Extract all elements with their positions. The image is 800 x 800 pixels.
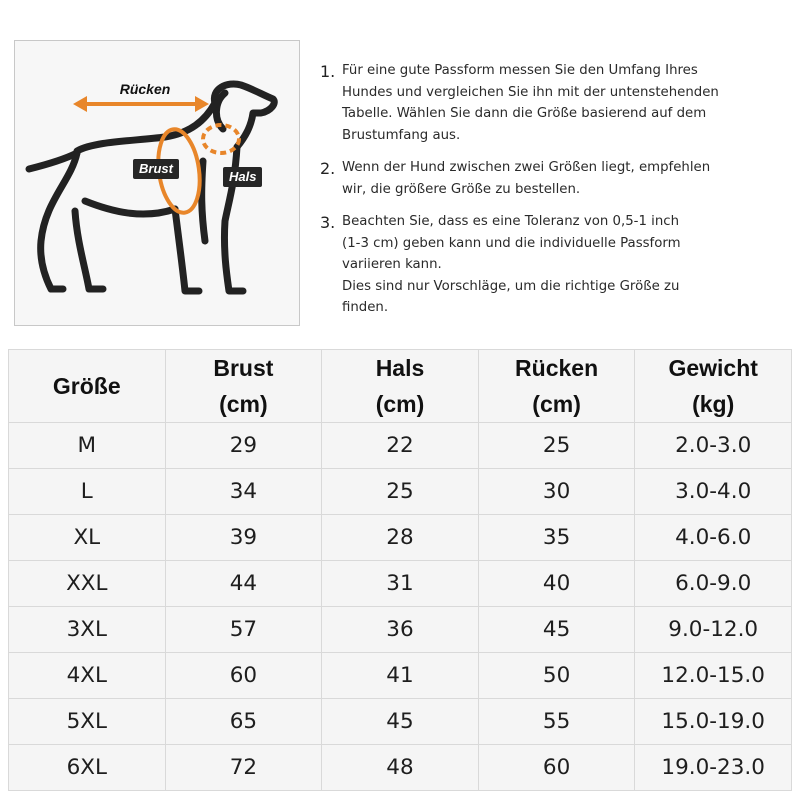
header-chest — [165, 350, 322, 423]
cell-chest: 65 — [165, 699, 322, 745]
table-row — [9, 699, 792, 745]
cell-chest: 57 — [165, 607, 322, 653]
cell-neck: 41 — [322, 653, 479, 699]
instruction-line: wir, die größere Größe zu bestellen. — [342, 181, 581, 197]
instruction-1 — [320, 60, 790, 146]
cell-weight: 15.0-19.0 — [635, 699, 792, 745]
cell-size: 5XL — [9, 699, 166, 745]
cell-size: XXL — [9, 561, 166, 607]
cell-size: 4XL — [9, 653, 166, 699]
cell-chest: 60 — [165, 653, 322, 699]
header-text: Hals — [375, 355, 425, 381]
cell-back: 40 — [478, 561, 635, 607]
header-unit: (kg) — [692, 391, 735, 417]
table-row — [9, 423, 792, 469]
cell-chest: 29 — [165, 423, 322, 469]
cell-neck: 25 — [322, 469, 479, 515]
cell-back: 25 — [478, 423, 635, 469]
instruction-line: variieren kann. — [342, 257, 442, 272]
cell-chest: 72 — [165, 745, 322, 791]
instruction-line: (1-3 cm) geben kann und die individuelle Passform — [342, 235, 681, 251]
header-unit: (cm) — [375, 391, 425, 417]
table-row — [9, 745, 792, 791]
instruction-line: Hundes und vergleichen Sie ihn mit der untenstehenden — [342, 84, 719, 100]
cell-weight: 19.0-23.0 — [635, 745, 792, 791]
table-row — [9, 561, 792, 607]
header-back — [478, 350, 635, 423]
table-row — [9, 469, 792, 515]
cell-size: 6XL — [9, 745, 166, 791]
header-text: Gewicht — [668, 355, 758, 381]
header-text: Größe — [52, 373, 121, 399]
instruction-line: Dies sind nur Vorschläge, um die richtige Größe zu — [342, 278, 680, 294]
cell-neck: 48 — [322, 745, 479, 791]
cell-size: L — [9, 469, 166, 515]
instruction-line: Brustumfang aus. — [342, 127, 461, 143]
cell-back: 45 — [478, 607, 635, 653]
cell-neck: 28 — [322, 515, 479, 561]
cell-back: 55 — [478, 699, 635, 745]
dog-outline — [29, 84, 274, 291]
instruction-number: 3. — [320, 213, 336, 232]
cell-weight: 6.0-9.0 — [635, 561, 792, 607]
chest-tag: Brust — [133, 159, 179, 179]
table-row — [9, 607, 792, 653]
table-row — [9, 515, 792, 561]
cell-size: XL — [9, 515, 166, 561]
instruction-3 — [320, 211, 790, 319]
cell-weight: 2.0-3.0 — [635, 423, 792, 469]
back-label: Rücken — [119, 81, 171, 97]
instruction-line: Beachten Sie, dass es eine Toleranz von 0,5-1 inch — [342, 214, 679, 229]
back-measure-arrow — [73, 96, 209, 112]
cell-back: 60 — [478, 745, 635, 791]
size-chart-table — [8, 349, 792, 791]
cell-size: M — [9, 423, 166, 469]
header-weight — [635, 350, 792, 423]
instruction-2 — [320, 157, 790, 200]
cell-weight: 12.0-15.0 — [635, 653, 792, 699]
cell-neck: 45 — [322, 699, 479, 745]
cell-weight: 4.0-6.0 — [635, 515, 792, 561]
neck-tag: Hals — [223, 167, 262, 187]
header-size — [9, 350, 166, 423]
cell-chest: 44 — [165, 561, 322, 607]
cell-neck: 31 — [322, 561, 479, 607]
cell-back: 50 — [478, 653, 635, 699]
cell-neck: 22 — [322, 423, 479, 469]
header-unit: (cm) — [532, 391, 581, 417]
instruction-line: Wenn der Hund zwischen zwei Größen liegt, empfehlen — [342, 160, 711, 175]
instruction-line: Für eine gute Passform messen Sie den Umfang Ihres — [342, 63, 698, 78]
header-text: Rücken — [515, 355, 599, 381]
cell-size: 3XL — [9, 607, 166, 653]
cell-chest: 34 — [165, 469, 322, 515]
cell-neck: 36 — [322, 607, 479, 653]
instruction-number: 2. — [320, 159, 336, 178]
cell-weight: 3.0-4.0 — [635, 469, 792, 515]
measuring-instructions — [320, 60, 790, 330]
header-text: Brust — [213, 355, 274, 381]
instruction-line: Tabelle. Wählen Sie dann die Größe basierend auf dem — [342, 106, 707, 121]
cell-chest: 39 — [165, 515, 322, 561]
header-unit: (cm) — [219, 391, 268, 417]
cell-back: 35 — [478, 515, 635, 561]
table-row — [9, 653, 792, 699]
cell-back: 30 — [478, 469, 635, 515]
table-header-row — [9, 350, 792, 423]
cell-weight: 9.0-12.0 — [635, 607, 792, 653]
header-neck — [322, 350, 479, 423]
dog-measurement-diagram — [14, 40, 300, 326]
instruction-number: 1. — [320, 62, 336, 81]
instruction-line: finden. — [342, 300, 389, 315]
